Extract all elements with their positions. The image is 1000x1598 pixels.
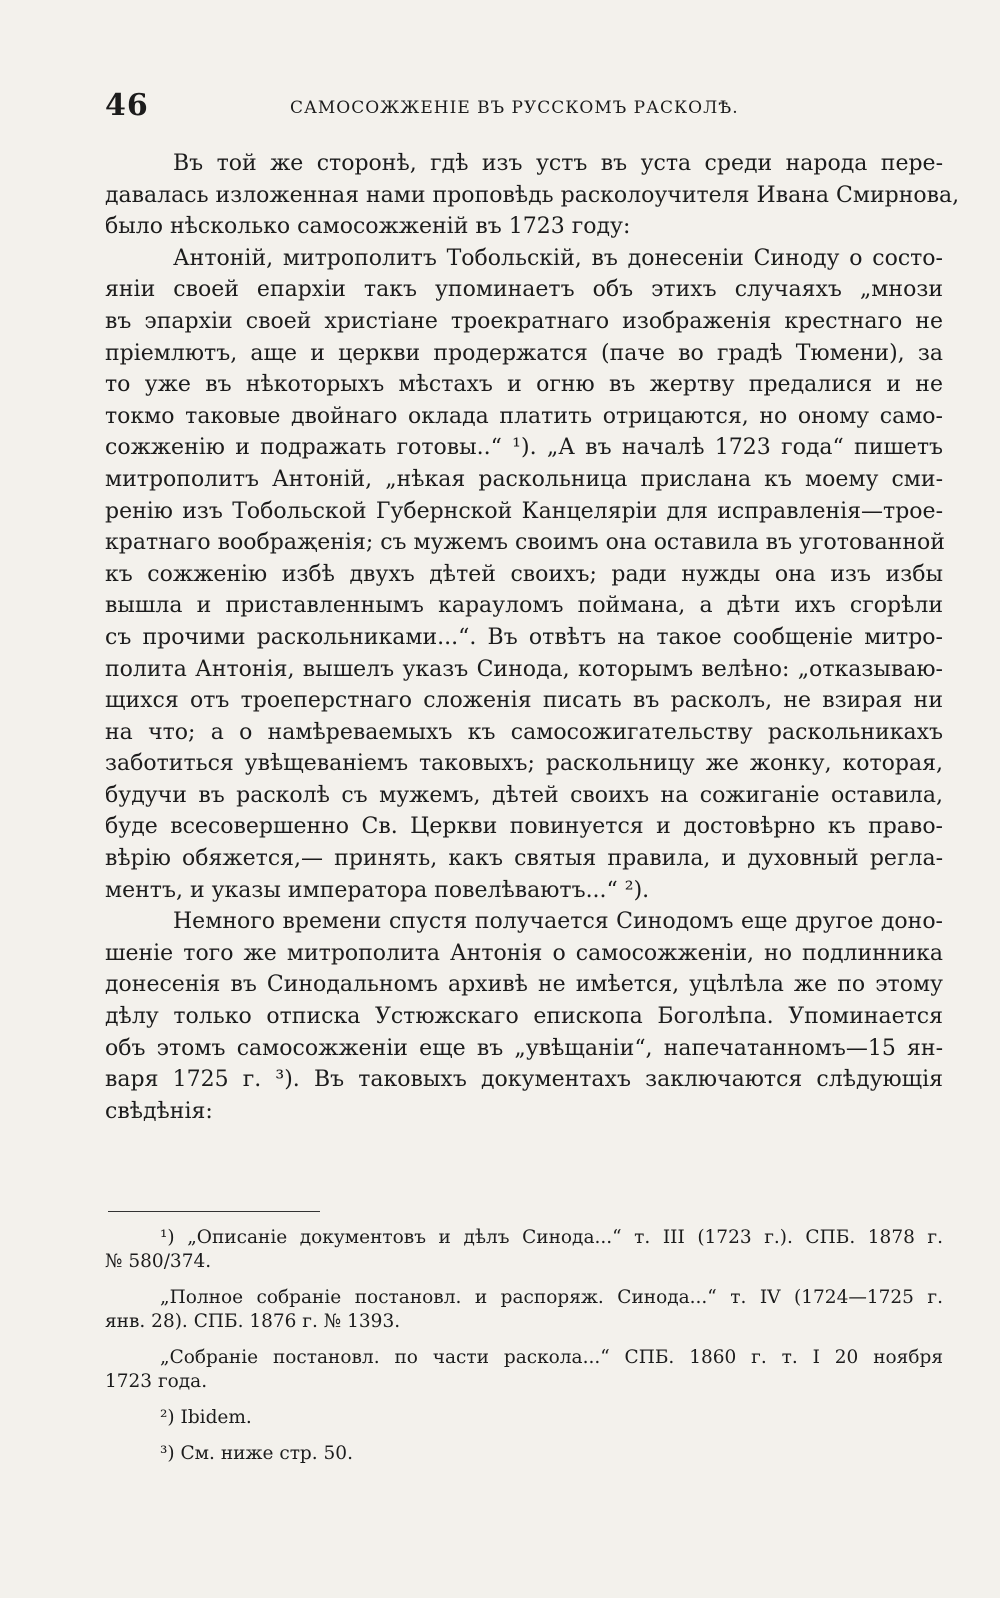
text-line: Немного времени спустя получается Синодомъ еще другое доно- <box>173 909 943 935</box>
text-line: заботиться увѣщеваніемъ таковыхъ; раскольницу же жонку, которая, <box>105 751 943 777</box>
text-line: то уже въ нѣкоторыхъ мѣстахъ и огню въ жертву предалися и не <box>105 372 943 398</box>
footnote-divider <box>108 1211 320 1212</box>
footnote-spacer <box>105 1430 943 1442</box>
text-line: ментъ, и указы императора повелѣваютъ...“ ²). <box>105 877 650 903</box>
body-text <box>105 148 960 1127</box>
footnote-line: № 580/374. <box>105 1251 212 1272</box>
text-line: дѣлу только отписка Устюжскаго епископа Боголѣпа. Упоминается <box>105 1004 943 1030</box>
text-line: на что; а о намѣреваемыхъ къ самосожигательству раскольникахъ <box>105 719 943 745</box>
text-line: давалась изложенная нами проповѣдь расколоучителя Ивана Смирнова, <box>105 182 960 208</box>
text-line: донесенія въ Синодальномъ архивѣ не имѣется, уцѣлѣла же по этому <box>105 972 943 998</box>
text-line: вышла и приставленнымъ карауломъ поймана, а дѣти ихъ сгорѣли <box>105 593 943 619</box>
text-line: ренію изъ Тобольской Губернской Канцеляріи для исправленія—трое- <box>105 498 943 524</box>
text-line: Въ той же сторонѣ, гдѣ изъ устъ въ уста среди народа пере- <box>173 151 943 176</box>
footnote-spacer <box>105 1274 943 1286</box>
footnote-line: ¹) „Описаніе документовъ и дѣлъ Синода...“ т. III (1723 г.). СПБ. 1878 г. <box>160 1227 943 1248</box>
text-line: шеніе того же митрополита Антонія о самосожженіи, но подлинника <box>105 940 943 966</box>
footnote-line: „Полное собраніе постановл. и распоряж. Синода...“ т. IV (1724—1725 г. <box>160 1287 943 1308</box>
text-line: Антоній, митрополитъ Тобольскій, въ донесеніи Синоду о состо- <box>173 245 943 271</box>
text-line: митрополитъ Антоній, „нѣкая раскольница прислана къ моему сми- <box>105 466 943 492</box>
text-line: съ прочими раскольниками...“. Въ отвѣтъ на такое сообщеніе митро- <box>105 624 943 650</box>
text-line: къ сожженію избѣ двухъ дѣтей своихъ; ради нужды она изъ избы <box>105 561 943 587</box>
footnote-spacer <box>105 1334 943 1346</box>
footnote-line: „Собраніе постановл. по части раскола...“ СПБ. 1860 г. т. I 20 ноября <box>160 1347 943 1368</box>
text-line: объ этомъ самосожженіи еще въ „увѣщаніи“, напечатанномъ—15 ян- <box>105 1035 943 1061</box>
text-line: было нѣсколько самосожженій въ 1723 году: <box>105 214 631 240</box>
text-line: будучи въ расколѣ съ мужемъ, дѣтей своихъ на сожиганіе оставила, <box>105 782 943 808</box>
text-line: въ эпархіи своей христіане троекратнаго изображенія крестнаго не <box>105 308 943 334</box>
footnote-line: янв. 28). СПБ. 1876 г. № 1393. <box>105 1311 401 1332</box>
text-line: щихся отъ троеперстнаго сложенія писать въ расколъ, не взирая ни <box>105 688 943 714</box>
footnote-line: ³) См. ниже стр. 50. <box>160 1443 353 1464</box>
text-line: кратнаго вообраҗенія; съ мужемъ своимъ она оставила въ уготованной <box>105 530 945 556</box>
text-line: токмо таковые двойнаго оклада платить отрицаются, но оному само- <box>105 403 943 429</box>
text-line: вѣрію обяжется,— принять, какъ святыя правила, и духовный регла- <box>105 846 943 872</box>
text-line: буде всесовершенно Св. Церкви повинуется и достовѣрно къ право- <box>105 814 943 840</box>
footnotes <box>105 1226 943 1466</box>
text-line: полита Антонія, вышелъ указъ Синода, которымъ велѣно: „отказываю- <box>105 656 943 682</box>
text-line: яніи своей епархіи такъ упоминаетъ объ этихъ случаяхъ „мнози <box>105 277 943 303</box>
footnote-line: ²) Ibidem. <box>160 1407 252 1428</box>
footnote-spacer <box>105 1394 943 1406</box>
page-header <box>105 88 925 128</box>
footnote-line: 1723 года. <box>105 1371 208 1392</box>
page-number: 46 <box>105 88 149 123</box>
text-line: пріемлютъ, аще и церкви продержатся (паче во градѣ Тюмени), за <box>105 340 943 366</box>
text-line: варя 1725 г. ³). Въ таковыхъ документахъ заключаются слѣдующія <box>105 1067 943 1093</box>
text-line: сожженію и подражать готовы..“ ¹). „А въ началѣ 1723 года“ пишетъ <box>105 435 943 461</box>
text-line: свѣдѣнія: <box>105 1098 213 1124</box>
running-title: САМОСОЖЖЕНІЕ ВЪ РУССКОМЪ РАСКОЛѢ. <box>290 98 739 118</box>
